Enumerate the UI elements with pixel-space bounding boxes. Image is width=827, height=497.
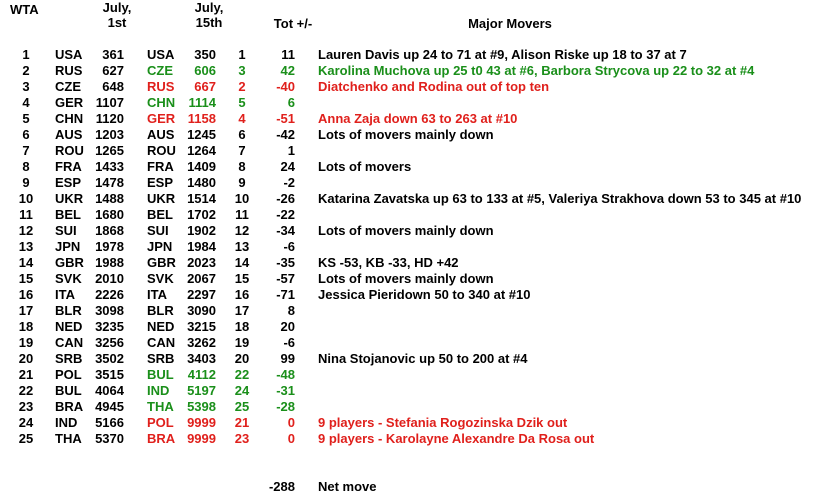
cell-value-july1: 5166 (95, 415, 124, 430)
cell-rank: 2 (22, 63, 30, 78)
cell-total-change: -40 (276, 79, 295, 94)
cell-country-july15: CAN (147, 335, 176, 350)
cell-country-july1: RUS (55, 63, 83, 78)
cell-rank-july15: 22 (234, 367, 250, 382)
cell-value-july15: 3262 (187, 335, 216, 350)
cell-rank-july15: 12 (234, 223, 250, 238)
header-july-15th-line1: July, (194, 0, 224, 15)
cell-country-july1: ROU (55, 143, 84, 158)
table-row (0, 399, 827, 415)
cell-country-july15: GER (147, 111, 176, 126)
cell-total-change: 11 (281, 47, 295, 62)
cell-value-july15: 1114 (188, 95, 216, 110)
cell-value-july15: 2297 (187, 287, 216, 302)
cell-country-july15: AUS (147, 127, 175, 142)
cell-value-july15: 606 (194, 63, 216, 78)
cell-value-july15: 2067 (187, 271, 216, 286)
cell-country-july1: GBR (55, 255, 84, 270)
cell-value-july15: 1245 (187, 127, 216, 142)
cell-rank: 23 (18, 399, 34, 414)
cell-major-movers: Lots of movers mainly down (318, 271, 494, 286)
cell-value-july15: 1409 (187, 159, 216, 174)
cell-value-july1: 648 (102, 79, 124, 94)
cell-country-july15: THA (147, 399, 174, 414)
cell-major-movers: Katarina Zavatska up 63 to 133 at #5, Valeriya Strakhova down 53 to 345 at #10 (318, 191, 802, 206)
cell-rank-july15: 24 (234, 383, 250, 398)
cell-total-change: 6 (287, 95, 295, 110)
cell-total-change: -6 (283, 335, 295, 350)
table-row (0, 159, 827, 175)
cell-total-change: 1 (287, 143, 295, 158)
cell-rank: 3 (22, 79, 30, 94)
cell-rank-july15: 15 (234, 271, 250, 286)
cell-total-change: -31 (276, 383, 295, 398)
table-row (0, 63, 827, 79)
cell-rank: 25 (18, 431, 34, 446)
cell-value-july1: 1265 (95, 143, 124, 158)
cell-total-change: -2 (283, 175, 295, 190)
cell-rank-july15: 4 (238, 111, 246, 126)
cell-major-movers: Lots of movers mainly down (318, 223, 494, 238)
table-row (0, 191, 827, 207)
header-tot: Tot +/- (273, 16, 313, 31)
cell-rank: 24 (18, 415, 34, 430)
cell-total-change: -34 (276, 223, 295, 238)
cell-rank: 13 (18, 239, 34, 254)
cell-total-change: -71 (276, 287, 295, 302)
table-row (0, 319, 827, 335)
cell-country-july15: SUI (147, 223, 169, 238)
cell-country-july1: NED (55, 319, 83, 334)
cell-value-july1: 3515 (95, 367, 124, 382)
cell-country-july15: BUL (147, 367, 174, 382)
table-row (0, 351, 827, 367)
cell-country-july15: BEL (147, 207, 173, 222)
cell-total-change: -35 (276, 255, 295, 270)
cell-rank-july15: 23 (234, 431, 250, 446)
cell-value-july1: 2010 (95, 271, 124, 286)
cell-total-change: 24 (280, 159, 295, 174)
cell-major-movers: Nina Stojanovic up 50 to 200 at #4 (318, 351, 528, 366)
cell-total-change: 99 (280, 351, 295, 366)
cell-value-july15: 1984 (187, 239, 216, 254)
cell-value-july15: 1480 (187, 175, 216, 190)
table-row (0, 95, 827, 111)
cell-country-july1: AUS (55, 127, 83, 142)
cell-country-july15: POL (147, 415, 174, 430)
table-row (0, 271, 827, 287)
cell-country-july15: BLR (147, 303, 174, 318)
cell-value-july1: 1433 (95, 159, 124, 174)
cell-value-july15: 1158 (187, 111, 216, 126)
cell-country-july1: CAN (55, 335, 84, 350)
cell-value-july15: 3215 (187, 319, 216, 334)
cell-rank: 6 (22, 127, 30, 142)
cell-value-july1: 5370 (95, 431, 124, 446)
cell-rank-july15: 18 (234, 319, 250, 334)
cell-country-july1: SUI (55, 223, 77, 238)
cell-total-change: 8 (287, 303, 295, 318)
cell-value-july1: 3098 (95, 303, 124, 318)
header-july-15th-line2: 15th (195, 15, 223, 30)
cell-country-july1: SRB (55, 351, 83, 366)
cell-value-july1: 2226 (95, 287, 124, 302)
cell-total-change: -26 (276, 191, 295, 206)
cell-country-july1: BLR (55, 303, 82, 318)
cell-country-july15: SRB (147, 351, 175, 366)
cell-value-july1: 3256 (95, 335, 124, 350)
cell-country-july15: GBR (147, 255, 176, 270)
cell-total-change: -22 (276, 207, 295, 222)
cell-country-july1: BEL (55, 207, 81, 222)
cell-country-july15: CHN (147, 95, 176, 110)
cell-rank: 9 (22, 175, 30, 190)
cell-rank: 4 (22, 95, 30, 110)
cell-major-movers: Anna Zaja down 63 to 263 at #10 (318, 111, 518, 126)
cell-country-july15: ROU (147, 143, 176, 158)
cell-total-change: 42 (280, 63, 295, 78)
table-row (0, 255, 827, 271)
cell-country-july15: BRA (147, 431, 176, 446)
cell-country-july15: JPN (147, 239, 173, 254)
cell-value-july1: 1120 (95, 111, 124, 126)
cell-rank-july15: 1 (238, 47, 246, 62)
cell-total-change: -6 (283, 239, 295, 254)
cell-value-july15: 1902 (187, 223, 216, 238)
cell-value-july1: 627 (102, 63, 124, 78)
cell-rank-july15: 5 (238, 95, 246, 110)
table-row (0, 207, 827, 223)
cell-value-july1: 1988 (95, 255, 124, 270)
cell-country-july15: SVK (147, 271, 174, 286)
cell-country-july1: UKR (55, 191, 84, 206)
cell-country-july1: ESP (55, 175, 82, 190)
cell-rank: 17 (18, 303, 34, 318)
table-row (0, 175, 827, 191)
cell-total-change: 0 (287, 431, 295, 446)
net-move-value: -288 (268, 479, 295, 494)
table-row (0, 287, 827, 303)
header-july-1st-line1: July, (102, 0, 132, 15)
table-row (0, 431, 827, 447)
cell-total-change: 20 (280, 319, 295, 334)
cell-value-july15: 667 (194, 79, 216, 94)
cell-value-july1: 1203 (95, 127, 124, 142)
cell-value-july15: 3090 (187, 303, 216, 318)
cell-rank-july15: 14 (234, 255, 250, 270)
cell-rank-july15: 2 (238, 79, 246, 94)
cell-rank: 10 (18, 191, 34, 206)
cell-country-july1: GER (55, 95, 84, 110)
header-july-1st (92, 0, 142, 30)
cell-total-change: 0 (287, 415, 295, 430)
cell-country-july15: RUS (147, 79, 175, 94)
table-row (0, 223, 827, 239)
cell-major-movers: 9 players - Karolayne Alexandre Da Rosa out (318, 431, 595, 446)
cell-value-july1: 4064 (95, 383, 124, 398)
cell-value-july1: 1478 (95, 175, 124, 190)
cell-country-july15: IND (147, 383, 170, 398)
table-row (0, 47, 827, 63)
cell-rank-july15: 20 (234, 351, 250, 366)
cell-value-july15: 5197 (187, 383, 216, 398)
cell-rank: 21 (18, 367, 34, 382)
cell-value-july15: 1702 (187, 207, 216, 222)
cell-total-change: -42 (276, 127, 295, 142)
cell-value-july1: 3502 (95, 351, 124, 366)
cell-major-movers: Lots of movers mainly down (318, 127, 494, 142)
cell-rank: 12 (18, 223, 34, 238)
cell-country-july1: THA (55, 431, 82, 446)
cell-rank: 18 (18, 319, 34, 334)
cell-country-july1: IND (55, 415, 78, 430)
cell-rank: 14 (18, 255, 34, 270)
table-row (0, 111, 827, 127)
cell-country-july15: FRA (147, 159, 174, 174)
cell-rank: 16 (18, 287, 34, 302)
cell-total-change: -51 (276, 111, 295, 126)
cell-value-july15: 9999 (187, 431, 216, 446)
header-july-15th (184, 0, 234, 30)
cell-rank-july15: 16 (234, 287, 250, 302)
cell-value-july1: 3235 (95, 319, 124, 334)
cell-value-july15: 2023 (187, 255, 216, 270)
cell-value-july1: 4945 (95, 399, 124, 414)
cell-value-july1: 1107 (95, 95, 124, 110)
cell-value-july15: 9999 (187, 415, 216, 430)
cell-value-july15: 1264 (187, 143, 216, 158)
table-row (0, 335, 827, 351)
table-row (0, 303, 827, 319)
cell-total-change: -57 (276, 271, 295, 286)
cell-major-movers: Diatchenko and Rodina out of top ten (318, 79, 550, 94)
cell-country-july15: CZE (147, 63, 173, 78)
cell-rank-july15: 13 (234, 239, 250, 254)
cell-rank: 8 (22, 159, 30, 174)
cell-rank: 15 (18, 271, 34, 286)
cell-country-july1: ITA (55, 287, 75, 302)
table-row (0, 79, 827, 95)
cell-rank-july15: 19 (234, 335, 250, 350)
cell-country-july1: BUL (55, 383, 82, 398)
cell-country-july1: FRA (55, 159, 82, 174)
cell-total-change: -48 (276, 367, 295, 382)
cell-rank: 5 (22, 111, 30, 126)
cell-country-july1: JPN (55, 239, 81, 254)
cell-rank-july15: 11 (235, 207, 249, 222)
header-major-movers: Major Movers (468, 16, 552, 31)
net-move-label: Net move (318, 479, 377, 494)
cell-country-july1: CHN (55, 111, 84, 126)
cell-country-july15: NED (147, 319, 175, 334)
cell-value-july1: 1978 (95, 239, 124, 254)
cell-country-july15: ESP (147, 175, 174, 190)
cell-country-july1: CZE (55, 79, 81, 94)
table-row (0, 127, 827, 143)
cell-value-july15: 4112 (187, 367, 216, 382)
cell-value-july1: 1868 (95, 223, 124, 238)
cell-rank: 7 (22, 143, 30, 158)
cell-rank-july15: 8 (238, 159, 246, 174)
cell-value-july15: 5398 (187, 399, 216, 414)
cell-rank: 20 (18, 351, 34, 366)
table-row (0, 367, 827, 383)
cell-rank: 22 (18, 383, 34, 398)
cell-rank-july15: 10 (234, 191, 250, 206)
cell-value-july1: 1488 (95, 191, 124, 206)
cell-major-movers: Karolina Muchova up 25 t0 43 at #6, Barbora Strycova up 22 to 32 at #4 (318, 63, 755, 78)
cell-value-july15: 1514 (187, 191, 216, 206)
cell-rank-july15: 9 (238, 175, 246, 190)
cell-country-july1: USA (55, 47, 83, 62)
cell-country-july1: SVK (55, 271, 82, 286)
cell-country-july15: UKR (147, 191, 176, 206)
cell-value-july1: 1680 (95, 207, 124, 222)
cell-rank: 1 (22, 47, 30, 62)
cell-rank-july15: 21 (234, 415, 250, 430)
cell-value-july1: 361 (102, 47, 124, 62)
cell-rank-july15: 6 (238, 127, 246, 142)
cell-country-july1: BRA (55, 399, 84, 414)
table-row (0, 143, 827, 159)
cell-country-july1: POL (55, 367, 82, 382)
cell-rank: 19 (18, 335, 34, 350)
table-row (0, 383, 827, 399)
cell-rank-july15: 17 (234, 303, 250, 318)
cell-total-change: -28 (276, 399, 295, 414)
cell-rank-july15: 3 (238, 63, 246, 78)
cell-major-movers: KS -53, KB -33, HD +42 (318, 255, 459, 270)
cell-country-july15: USA (147, 47, 175, 62)
cell-country-july15: ITA (147, 287, 167, 302)
header-wta: WTA (10, 2, 39, 17)
cell-value-july15: 3403 (187, 351, 216, 366)
cell-rank-july15: 7 (238, 143, 246, 158)
table-row (0, 415, 827, 431)
cell-major-movers: Lots of movers (318, 159, 412, 174)
table-row (0, 239, 827, 255)
cell-major-movers: Lauren Davis up 24 to 71 at #9, Alison Riske up 18 to 37 at 7 (318, 47, 687, 62)
net-move-row (0, 479, 827, 495)
cell-rank: 11 (19, 207, 33, 222)
cell-major-movers: Jessica Pieridown 50 to 340 at #10 (318, 287, 531, 302)
cell-rank-july15: 25 (234, 399, 250, 414)
header-july-1st-line2: 1st (107, 15, 127, 30)
cell-major-movers: 9 players - Stefania Rogozinska Dzik out (318, 415, 568, 430)
cell-value-july15: 350 (194, 47, 216, 62)
